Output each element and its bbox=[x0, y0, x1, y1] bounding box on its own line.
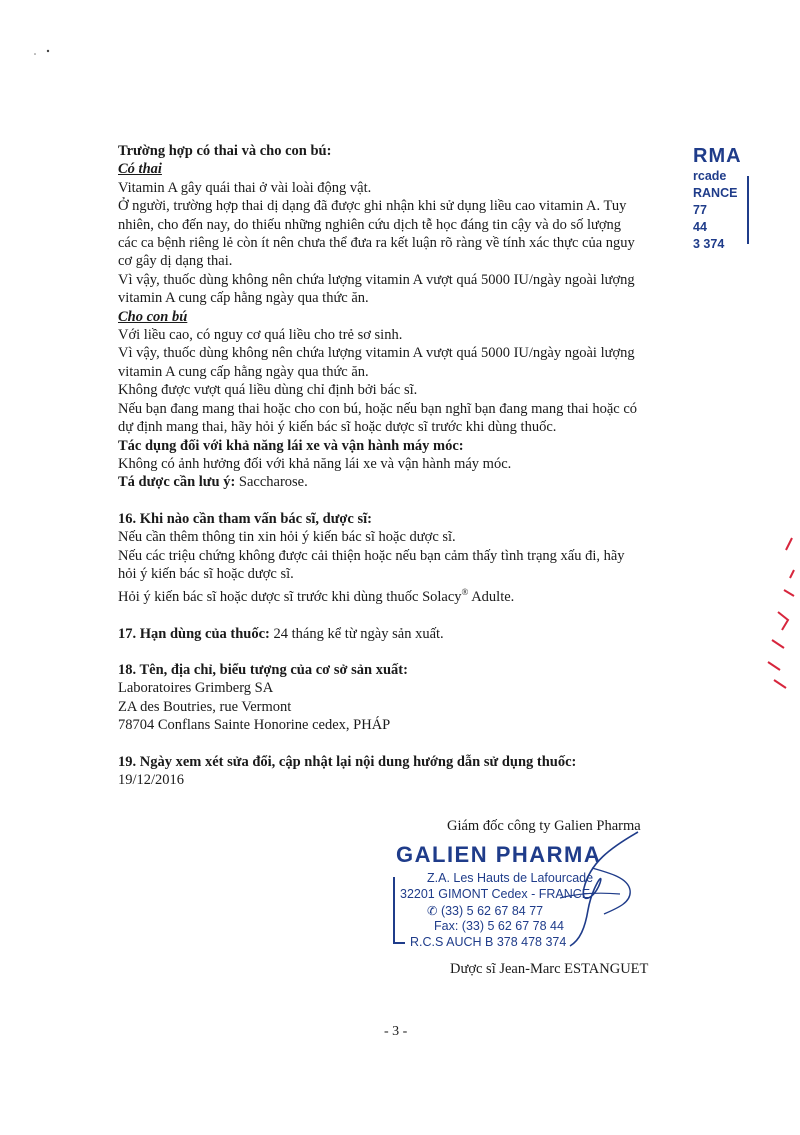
section-18-heading: 18. Tên, địa chỉ, biểu tượng của cơ sở sản xuất: bbox=[118, 661, 408, 678]
stamp-text: RMA bbox=[693, 145, 742, 167]
stamp-line: Fax: (33) 5 62 67 78 44 bbox=[434, 919, 564, 933]
section-16-heading: 16. Khi nào cần tham vấn bác sĩ, dược sĩ: bbox=[118, 510, 372, 527]
stamp-text: rcade bbox=[693, 169, 727, 183]
document-body bbox=[118, 142, 690, 789]
body-line: các ca bệnh riêng lẻ còn ít nên chưa thể đưa ra kết luận rõ ràng về tính xác thực của nguy bbox=[118, 235, 635, 252]
partial-company-stamp bbox=[693, 144, 800, 253]
pregnant-subheading: Có thai bbox=[118, 161, 162, 178]
body-line: Adulte. bbox=[468, 589, 515, 606]
stamp-text: 44 bbox=[693, 220, 707, 234]
manufacturer-address: ZA des Boutries, rue Vermont bbox=[118, 698, 292, 715]
body-line: Hỏi ý kiến bác sĩ hoặc dược sĩ trước khi dùng thuốc Solacy bbox=[118, 589, 462, 606]
body-line: Nếu bạn đang mang thai hoặc cho con bú, hoặc nếu bạn nghĩ bạn đang mang thai hoặc có bbox=[118, 400, 638, 417]
excipient-value: Saccharose. bbox=[238, 474, 308, 491]
excipient-label: Tá dược cần lưu ý: bbox=[118, 474, 236, 491]
stamp-text: 77 bbox=[693, 203, 707, 217]
body-line: Vì vậy, thuốc dùng không nên chứa lượng vitamin A vượt quá 5000 IU/ngày ngoài lượng bbox=[118, 271, 635, 288]
manufacturer-name: Laboratoires Grimberg SA bbox=[118, 680, 274, 697]
body-line: Vitamin A gây quái thai ở vài loài động vật. bbox=[118, 179, 372, 196]
section-19-heading: 19. Ngày xem xét sửa đổi, cập nhật lại nội dung hướng dẫn sử dụng thuốc: bbox=[118, 753, 577, 770]
stamp-text: 3 374 bbox=[693, 237, 725, 251]
handwritten-signature bbox=[500, 828, 650, 958]
body-line: Nếu các triệu chứng không được cải thiện hoặc nếu bạn cảm thấy tình trạng xấu đi, hãy bbox=[118, 547, 625, 564]
page-number: - 3 - bbox=[384, 1024, 408, 1039]
body-line: Nếu cần thêm thông tin xin hỏi ý kiến bác sĩ hoặc dược sĩ. bbox=[118, 529, 456, 546]
body-line: Ở người, trường hợp thai dị dạng đã được ghi nhận khi sử dụng liều cao vitamin A. Tuy bbox=[118, 198, 627, 215]
scan-speckles bbox=[30, 40, 60, 65]
section-17-heading: 17. Hạn dùng của thuốc: bbox=[118, 625, 270, 642]
driving-heading: Tác dụng đối với khả năng lái xe và vận hành máy móc: bbox=[118, 437, 464, 454]
body-line: dự định mang thai, hãy hỏi ý kiến bác sĩ hoặc dược sĩ trước khi dùng thuốc. bbox=[118, 419, 557, 436]
stamp-line: R.C.S AUCH B 378 478 374 bbox=[410, 935, 567, 949]
stamp-line: 32201 GIMONT Cedex - FRANCE bbox=[400, 887, 591, 901]
registered-mark: ® bbox=[461, 587, 469, 598]
body-line: Không được vượt quá liều dùng chỉ định bởi bác sĩ. bbox=[118, 382, 418, 399]
director-title: Giám đốc công ty Galien Pharma bbox=[447, 818, 641, 834]
body-line: Vì vậy, thuốc dùng không nên chứa lượng vitamin A vượt quá 5000 IU/ngày ngoài lượng bbox=[118, 345, 635, 362]
driving-text: Không có ảnh hưởng đối với khả năng lái xe và vận hành máy móc. bbox=[118, 455, 512, 472]
body-line: nhiên, cho đến nay, do thiếu những nghiên cứu dịch tễ học đáng tin cậy và do số lượng bbox=[118, 216, 622, 233]
stamp-line: Z.A. Les Hauts de Lafourcade bbox=[427, 871, 594, 885]
breastfeeding-subheading: Cho con bú bbox=[118, 308, 188, 325]
manufacturer-city: 78704 Conflans Sainte Honorine cedex, PHÁP bbox=[118, 717, 391, 734]
shelf-life-value: 24 tháng kể từ ngày sản xuất. bbox=[273, 625, 444, 642]
revision-date: 19/12/2016 bbox=[118, 772, 185, 789]
stamp-company-name: GALIEN PHARMA bbox=[396, 842, 602, 867]
body-line: cơ gây dị dạng thai. bbox=[118, 253, 233, 270]
body-line: vitamin A cung cấp hằng ngày qua thức ăn. bbox=[118, 290, 369, 307]
stamp-line: ✆ (33) 5 62 67 84 77 bbox=[427, 904, 544, 918]
body-line: vitamin A cung cấp hằng ngày qua thức ăn. bbox=[118, 363, 369, 380]
pharmacist-name: Dược sĩ Jean-Marc ESTANGUET bbox=[450, 961, 649, 977]
body-line: Với liều cao, có nguy cơ quá liều cho trẻ sơ sinh. bbox=[118, 327, 403, 344]
red-stamp-fragment bbox=[764, 530, 800, 700]
stamp-text: RANCE bbox=[693, 186, 738, 200]
body-line: hỏi ý kiến bác sĩ hoặc dược sĩ. bbox=[118, 565, 294, 582]
pregnancy-heading: Trường hợp có thai và cho con bú: bbox=[118, 143, 332, 159]
